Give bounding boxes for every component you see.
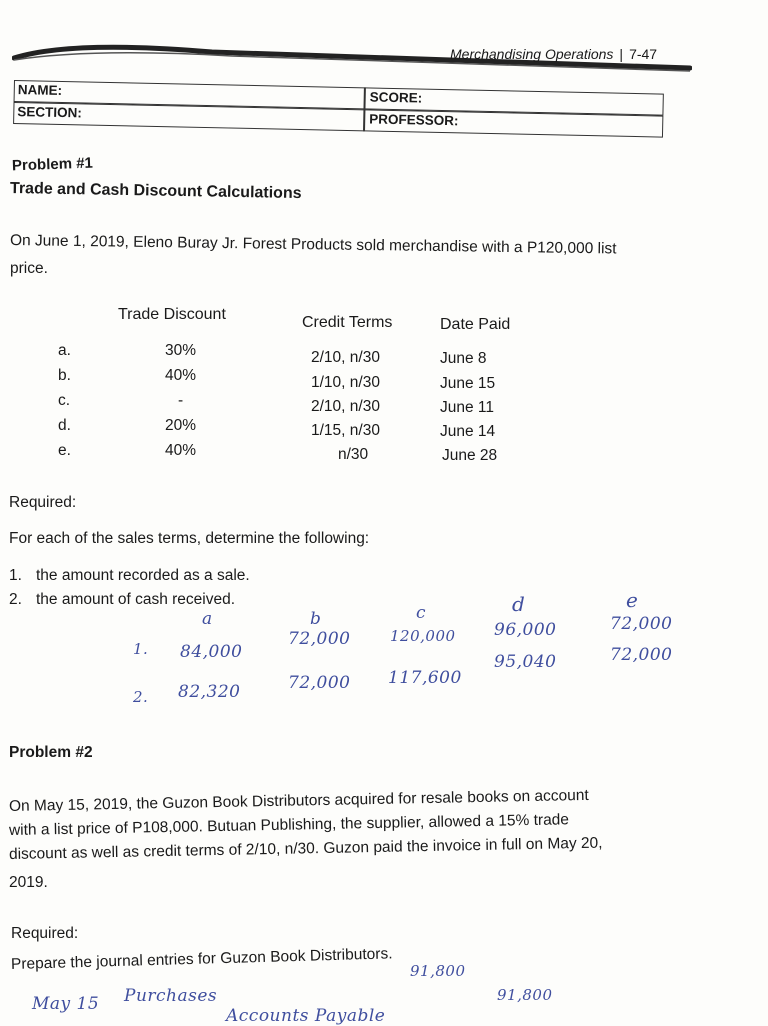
col-header-trade-discount: Trade Discount [118,306,226,323]
problem2-para-line: 2019. [9,874,48,891]
row-letter: b. [58,367,71,384]
hw-sale-amount: 84,000 [180,642,243,662]
hw-entry-date: May 15 [32,994,100,1014]
col-header-credit-terms: Credit Terms [302,314,393,331]
hw-credit-account: Accounts Payable [226,1006,386,1026]
hw-col-letter: e [626,588,639,612]
item-number: 2. [9,591,22,608]
date-paid-cell: June 11 [440,399,495,416]
date-paid-cell: June 8 [440,350,487,367]
chapter-title: Merchandising Operations [450,46,614,62]
hw-row-label: 2. [133,688,149,706]
hw-sale-amount: 72,000 [610,614,673,634]
trade-discount-cell: - [178,392,184,409]
problem2-para-line: On May 15, 2019, the Guzon Book Distributors acquired for resale books on account [8,786,589,815]
header-separator: | [619,46,624,62]
hw-debit-amount: 91,800 [410,962,466,980]
row-letter: c. [58,392,71,409]
item-text: the amount of cash received. [36,591,236,608]
row-letter: a. [58,342,71,359]
item-number: 1. [9,567,22,584]
problem2-para-line: with a list price of P108,000. Butuan Publishing, the supplier, allowed a 15% trade [8,811,570,839]
student-info-box [13,80,664,158]
hw-cash-amount: 82,320 [178,682,241,702]
page-header [450,46,657,62]
item-text: the amount recorded as a sale. [36,567,250,584]
credit-terms-cell: 1/15, n/30 [311,422,380,439]
hw-cash-amount: 95,040 [494,652,557,672]
trade-discount-cell: 20% [165,417,197,434]
name-label: NAME: [17,82,63,99]
hw-sale-amount: 72,000 [288,629,351,649]
trade-discount-cell: 40% [165,442,197,459]
hw-col-letter: d [512,592,526,616]
problem1-subheading: Trade and Cash Discount Calculations [9,180,302,203]
row-letter: e. [58,442,71,459]
hw-debit-account: Purchases [124,986,218,1006]
hw-row-label: 1. [133,640,149,658]
problem2-instruction: Prepare the journal entries for Guzon Book Distributors. [10,945,393,973]
problem2-para-line: discount as well as credit terms of 2/10, n/30. Guzon paid the invoice in full on May 20, [8,834,603,863]
problem2-required-label: Required: [11,925,79,942]
problem1-intro-line2: price. [10,260,48,277]
hw-col-letter: c [416,603,427,623]
problem1-heading: Problem #1 [11,154,94,175]
score-label: SCORE: [369,89,423,106]
hw-cash-amount: 117,600 [388,668,462,688]
hw-credit-amount: 91,800 [497,986,553,1004]
date-paid-cell: June 28 [442,447,498,464]
problem1-instruction: For each of the sales terms, determine the following: [9,530,370,547]
problem1-required-label: Required: [9,494,77,511]
problem2-heading: Problem #2 [9,744,93,761]
hw-cash-amount: 72,000 [288,673,351,693]
hw-sale-amount: 120,000 [390,627,456,645]
trade-discount-cell: 30% [165,342,197,359]
page-number: 7-47 [629,46,658,62]
col-header-date-paid: Date Paid [440,316,511,333]
date-paid-cell: June 14 [440,423,496,440]
date-paid-cell: June 15 [440,375,496,392]
section-label: SECTION: [17,104,82,121]
row-letter: d. [58,417,71,434]
professor-label: PROFESSOR: [369,111,459,129]
problem1-intro-line1: On June 1, 2019, Eleno Buray Jr. Forest Products sold merchandise with a P120,000 list [9,232,617,258]
hw-col-letter: a [202,609,213,629]
credit-terms-cell: 2/10, n/30 [311,349,380,366]
hw-cash-amount: 72,000 [610,645,673,665]
hw-col-letter: b [310,609,322,629]
credit-terms-cell: 1/10, n/30 [311,374,380,391]
credit-terms-cell: 2/10, n/30 [311,398,380,415]
trade-discount-cell: 40% [165,367,197,384]
credit-terms-cell: n/30 [338,446,369,463]
hw-sale-amount: 96,000 [494,620,557,640]
